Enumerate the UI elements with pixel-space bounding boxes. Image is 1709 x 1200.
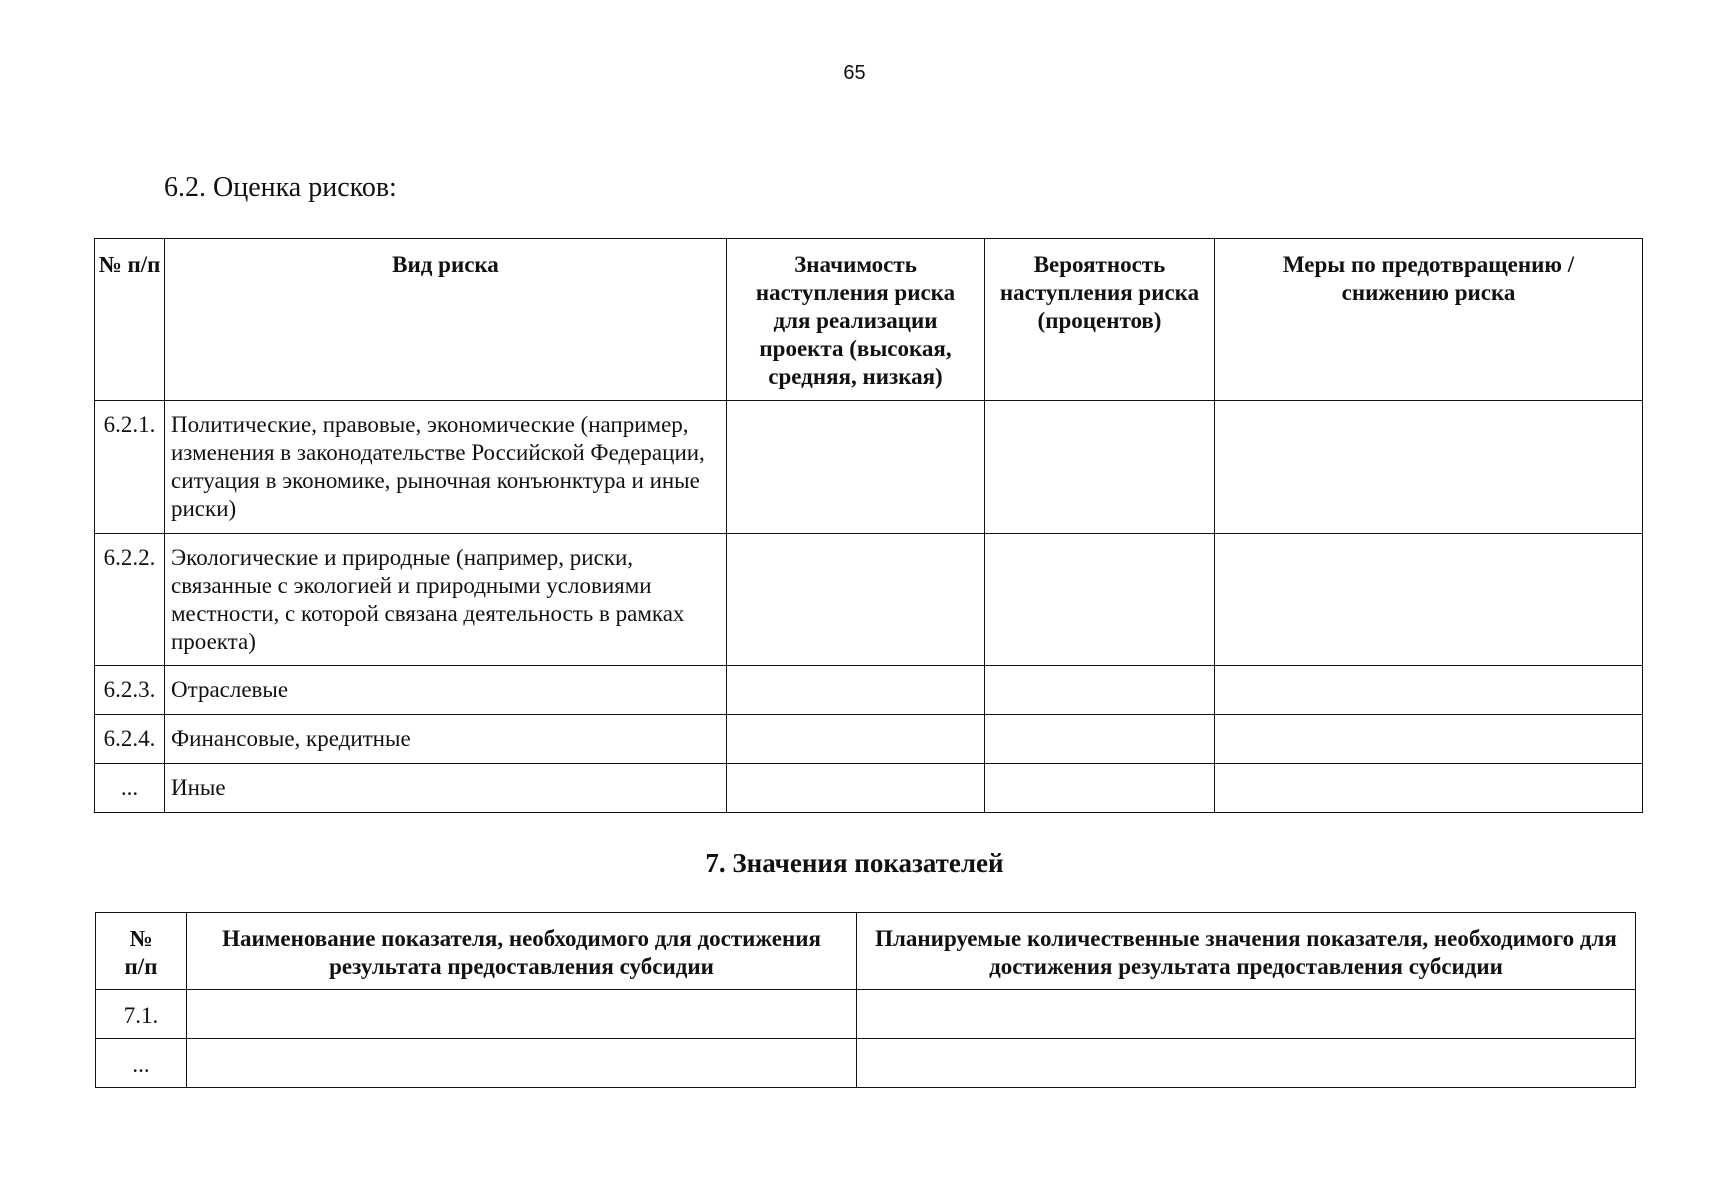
table-row bbox=[95, 534, 1643, 666]
significance-cell bbox=[727, 401, 985, 534]
measures-cell bbox=[1215, 666, 1643, 715]
probability-cell bbox=[985, 715, 1215, 764]
significance-cell bbox=[727, 666, 985, 715]
row-number: 7.1. bbox=[96, 990, 187, 1039]
column-header-risk-type: Вид риска bbox=[165, 239, 727, 401]
probability-cell bbox=[985, 401, 1215, 534]
row-number: 6.2.3. bbox=[95, 666, 165, 715]
indicator-name-cell bbox=[187, 990, 857, 1039]
measures-cell bbox=[1215, 534, 1643, 666]
table-header-row bbox=[95, 239, 1643, 401]
table-row bbox=[96, 990, 1636, 1039]
table-header-row bbox=[96, 913, 1636, 990]
row-number: ... bbox=[95, 764, 165, 813]
column-header-probability: Вероятность наступления риска (процентов) bbox=[985, 239, 1215, 401]
significance-cell bbox=[727, 715, 985, 764]
column-header-measures: Меры по предотвращению / снижению риска bbox=[1215, 239, 1643, 401]
table-row bbox=[95, 764, 1643, 813]
significance-cell bbox=[727, 764, 985, 813]
measures-cell bbox=[1215, 401, 1643, 534]
row-number: 6.2.1. bbox=[95, 401, 165, 534]
measures-cell bbox=[1215, 764, 1643, 813]
indicators-table bbox=[95, 912, 1636, 1088]
page-number: 65 bbox=[843, 62, 866, 84]
table-row bbox=[95, 715, 1643, 764]
column-header-indicator-name: Наименование показателя, необходимого для достижения результата предоставления субсидии bbox=[187, 913, 857, 990]
row-number: 6.2.4. bbox=[95, 715, 165, 764]
row-number: 6.2.2. bbox=[95, 534, 165, 666]
planned-values-cell bbox=[857, 1039, 1636, 1088]
column-header-significance: Значимость наступления риска для реализации проекта (высокая, средняя, низкая) bbox=[727, 239, 985, 401]
significance-cell bbox=[727, 534, 985, 666]
probability-cell bbox=[985, 764, 1215, 813]
indicator-name-cell bbox=[187, 1039, 857, 1088]
column-header-num: № п/п bbox=[95, 239, 165, 401]
column-header-num: № п/п bbox=[96, 913, 187, 990]
risk-type-cell: Финансовые, кредитные bbox=[165, 715, 727, 764]
risk-type-cell: Отраслевые bbox=[165, 666, 727, 715]
row-number: ... bbox=[96, 1039, 187, 1088]
indicators-section-title: 7. Значения показателей bbox=[705, 848, 1004, 878]
measures-cell bbox=[1215, 715, 1643, 764]
table-row bbox=[95, 666, 1643, 715]
probability-cell bbox=[985, 534, 1215, 666]
probability-cell bbox=[985, 666, 1215, 715]
risk-assessment-table bbox=[94, 238, 1643, 813]
table-row bbox=[96, 1039, 1636, 1088]
planned-values-cell bbox=[857, 990, 1636, 1039]
table-row bbox=[95, 401, 1643, 534]
risk-type-cell: Иные bbox=[165, 764, 727, 813]
risk-type-cell: Экологические и природные (например, риски, связанные с экологией и природными условиями местности, с которой связана деятельность в рамках проекта) bbox=[165, 534, 727, 666]
risk-type-cell: Политические, правовые, экономические (например, изменения в законодательстве Российской Федерации, ситуация в экономике, рыночная конъюнктура и иные риски) bbox=[165, 401, 727, 534]
risk-section-heading: 6.2. Оценка рисков: bbox=[164, 172, 397, 203]
column-header-planned-values: Планируемые количественные значения показателя, необходимого для достижения результата предоставления субсидии bbox=[857, 913, 1636, 990]
